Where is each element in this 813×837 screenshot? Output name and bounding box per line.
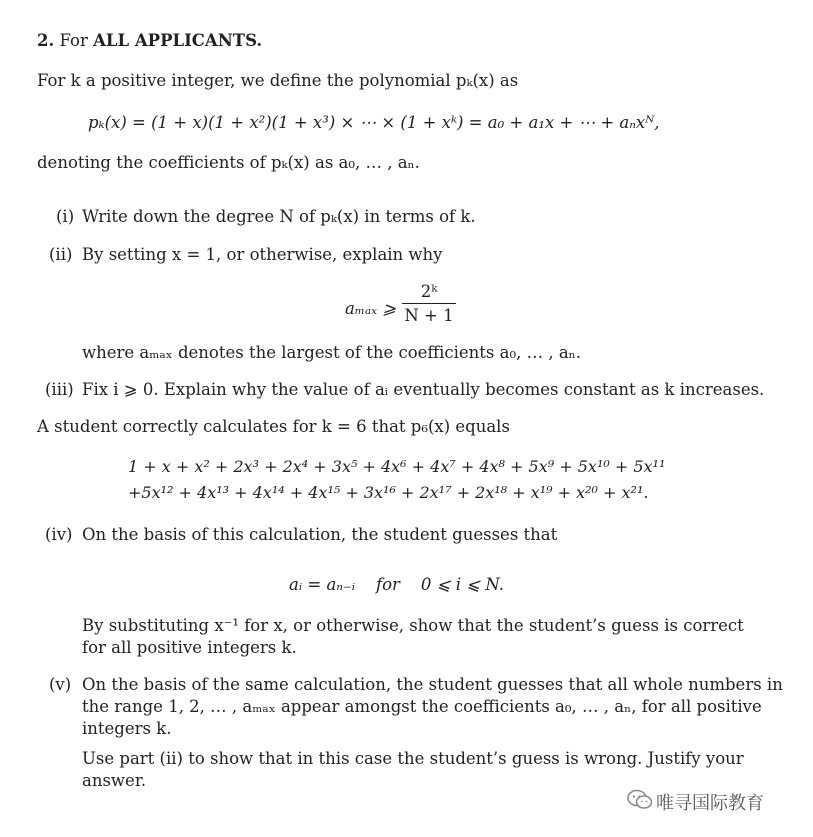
part-v-line-1: On the basis of the same calculation, the student guesses that all whole numbers in <box>82 675 783 694</box>
part-iv-label: (iv) <box>45 525 73 544</box>
part-v-label: (v) <box>49 675 72 694</box>
part-iii <box>45 379 765 401</box>
fraction-bar <box>402 303 456 304</box>
part-iv-line-1: By substituting x⁻¹ for x, or otherwise, show that the student’s guess is correct <box>82 616 744 635</box>
question-number: 2. <box>37 31 55 50</box>
part-ii-text: By setting x = 1, or otherwise, explain why <box>82 245 443 264</box>
student-guess-equation: aᵢ = aₙ₋ᵢ for 0 ⩽ i ⩽ N. <box>289 575 504 594</box>
part-i-text: Write down the degree N of pₖ(x) in terms of k. <box>82 207 476 226</box>
denoting-text: denoting the coefficients of pₖ(x) as a₀, … , aₙ. <box>37 153 420 172</box>
part-v-line-4: Use part (ii) to show that in this case the student’s guess is wrong. Justify your <box>82 749 744 768</box>
part-iii-label: (iii) <box>45 380 74 399</box>
heading-applicants: ALL APPLICANTS. <box>93 31 263 50</box>
question-heading <box>37 30 262 52</box>
student-text: A student correctly calculates for k = 6 that p₆(x) equals <box>37 417 510 436</box>
part-iii-text: Fix i ⩾ 0. Explain why the value of aᵢ eventually becomes constant as k increases. <box>82 380 765 399</box>
part-i <box>56 206 476 228</box>
part-v-line-2: the range 1, 2, … , aₘₐₓ appear amongst the coefficients a₀, … , aₙ, for all positive <box>82 697 762 716</box>
intro-text: For k a positive integer, we define the polynomial pₖ(x) as <box>37 71 519 90</box>
wechat-icon <box>627 789 653 811</box>
fraction-denominator: N + 1 <box>404 306 454 325</box>
part-iv-line-2: for all positive integers k. <box>82 638 297 657</box>
heading-prefix: For <box>59 31 88 50</box>
part-ii-where: where aₘₐₓ denotes the largest of the coefficients a₀, … , aₙ. <box>82 343 582 362</box>
polynomial-line-1: 1 + x + x² + 2x³ + 2x⁴ + 3x⁵ + 4x⁶ + 4x⁷ + 4x⁸ + 5x⁹ + 5x¹⁰ + 5x¹¹ <box>128 457 666 476</box>
polynomial-line-2: +5x¹² + 4x¹³ + 4x¹⁴ + 4x¹⁵ + 3x¹⁶ + 2x¹⁷ + 2x¹⁸ + x¹⁹ + x²⁰ + x²¹. <box>128 483 649 502</box>
inequality-fraction <box>402 282 456 325</box>
part-ii-label: (ii) <box>49 245 73 264</box>
part-v-line-3: integers k. <box>82 719 172 738</box>
part-i-label: (i) <box>56 207 75 226</box>
inequality-lhs: aₘₐₓ ⩾ <box>345 299 397 318</box>
part-ii <box>49 244 443 266</box>
part-iv-text: On the basis of this calculation, the student guesses that <box>82 525 558 544</box>
fraction-numerator: 2ᵏ <box>420 282 438 301</box>
part-v <box>49 674 783 696</box>
part-iv <box>45 524 558 546</box>
watermark-text: 唯寻国际教育 <box>656 793 764 814</box>
part-v-line-5: answer. <box>82 771 147 790</box>
main-equation: pₖ(x) = (1 + x)(1 + x²)(1 + x³) × ⋯ × (1 + xᵏ) = a₀ + a₁x + ⋯ + aₙxᴺ, <box>88 113 660 132</box>
